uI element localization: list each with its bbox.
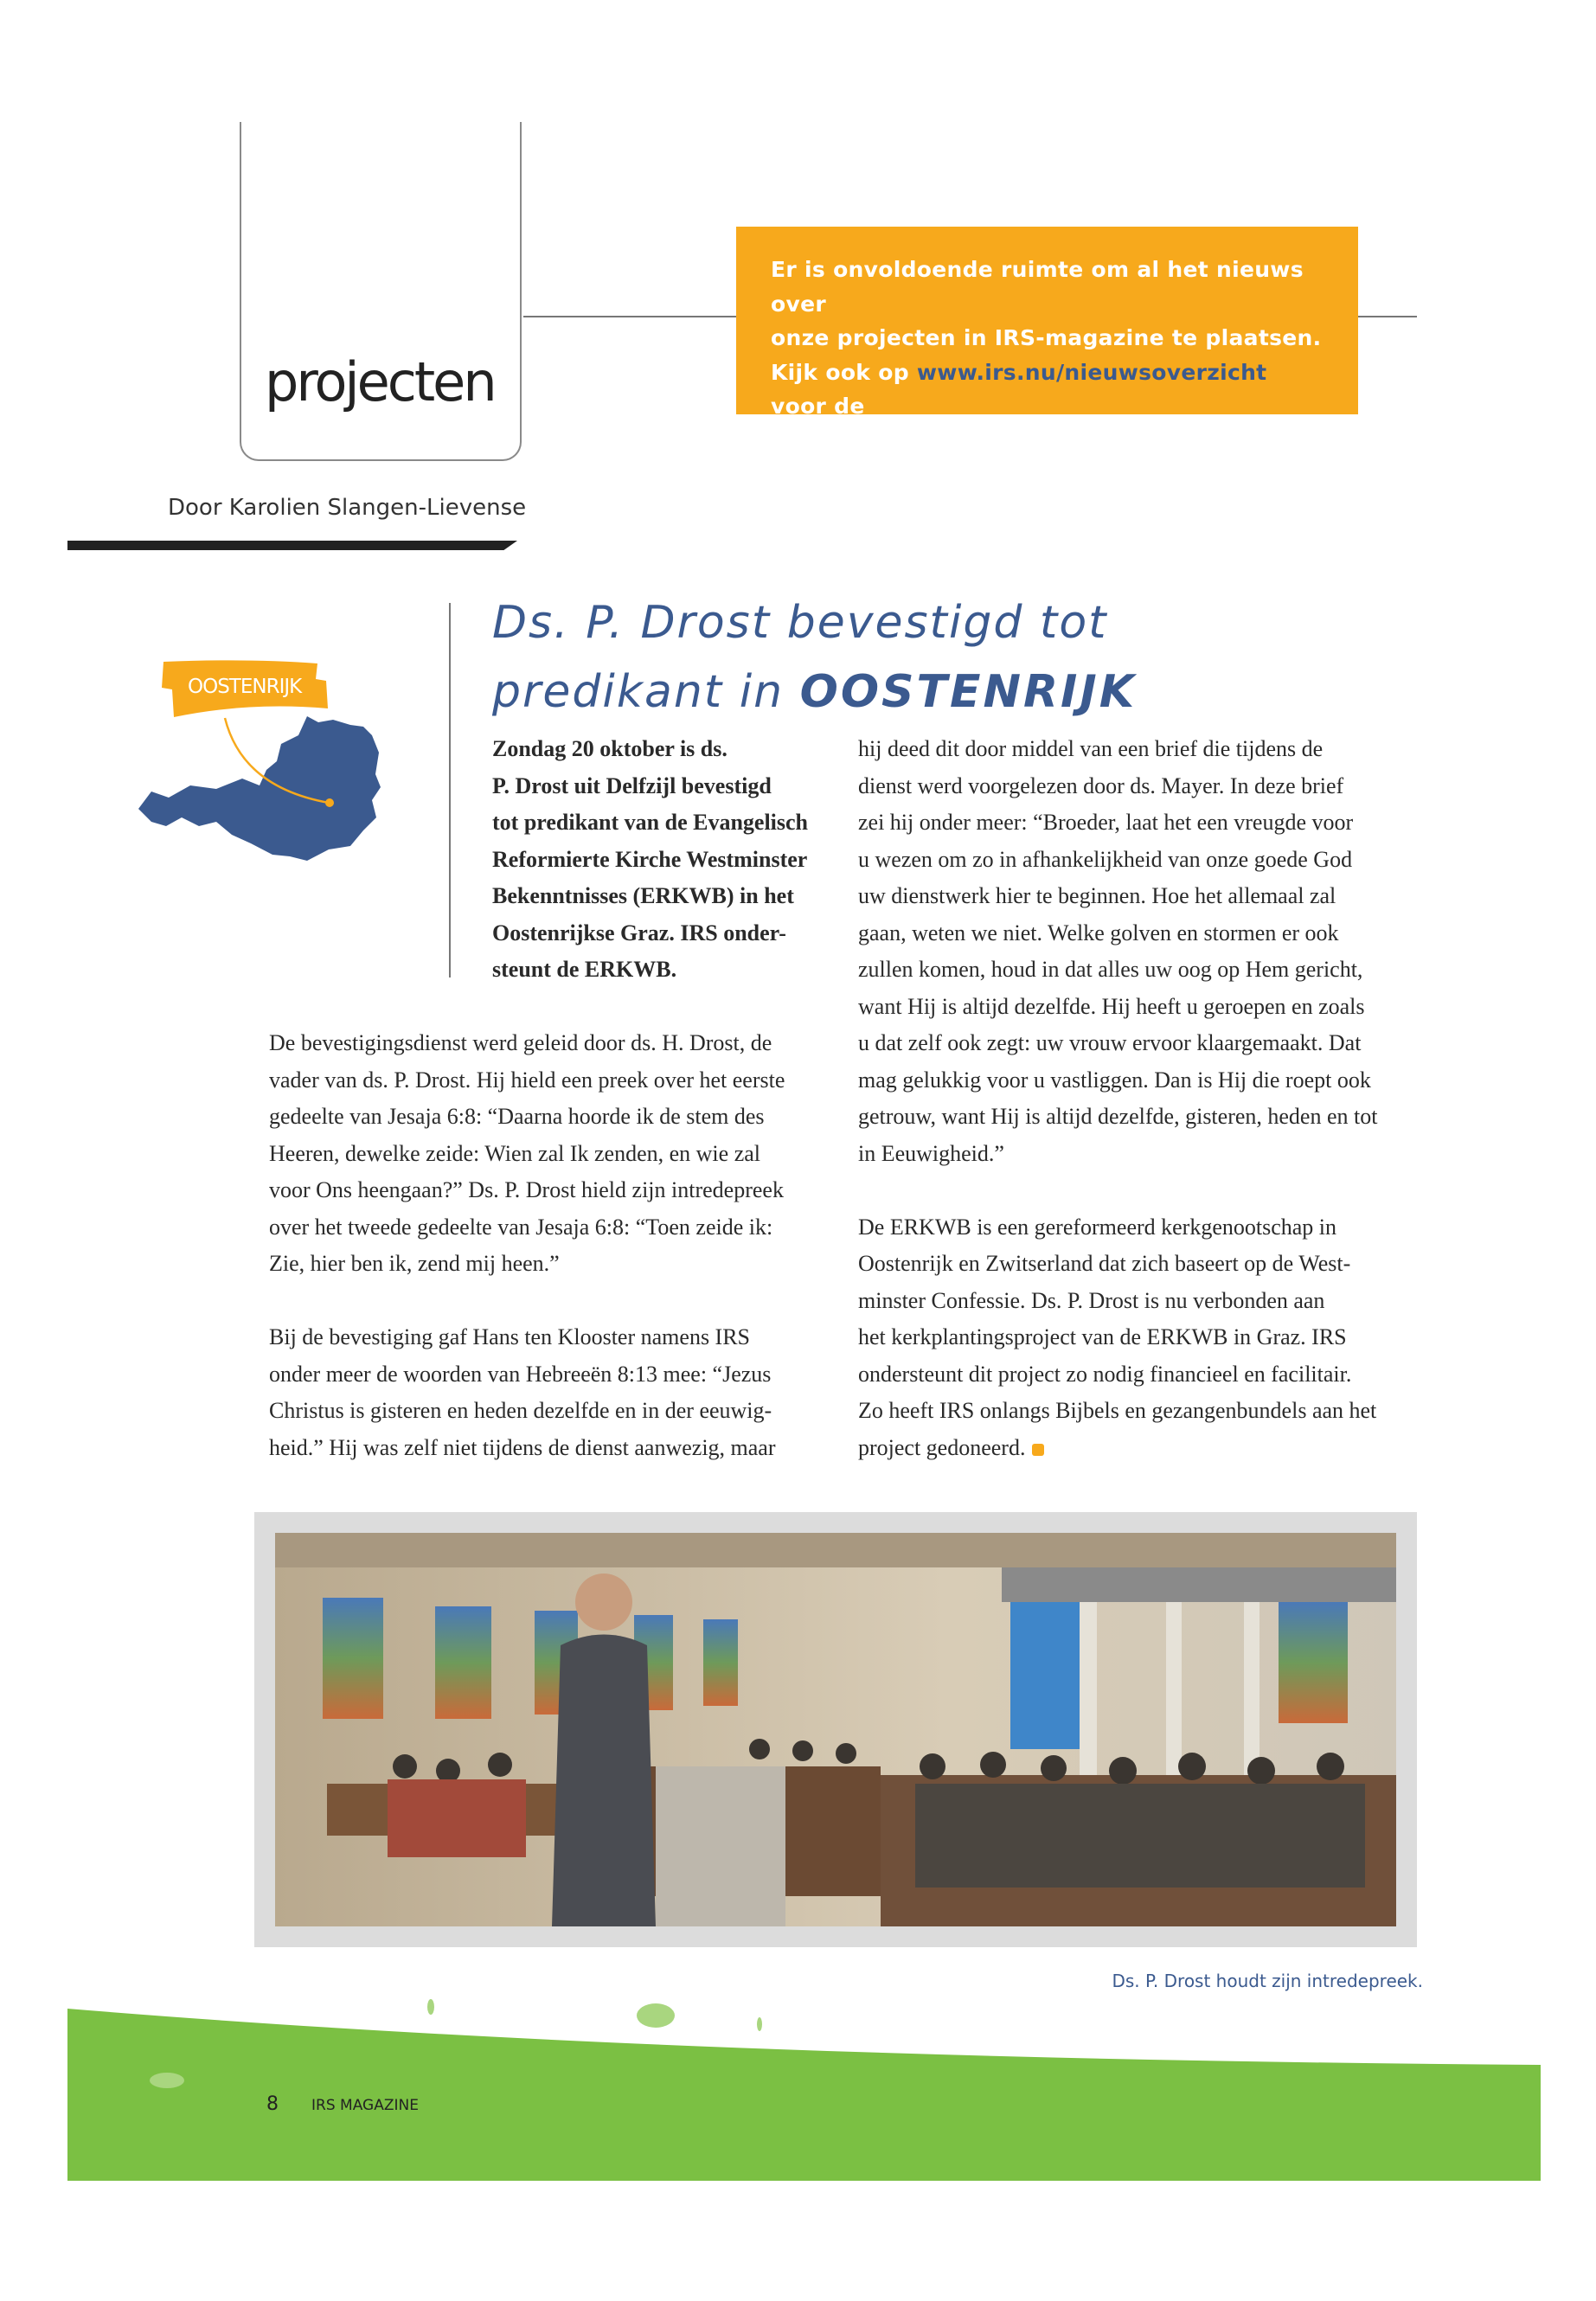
pulpit <box>656 1766 785 1926</box>
lead-line: Zondag 20 oktober is ds. <box>492 736 727 761</box>
body-line: u wezen om zo in afhankelijkheid van onze goede God <box>858 846 1353 872</box>
lead-line: Oostenrijkse Graz. IRS onder- <box>492 920 786 945</box>
body-line: dienst werd voorgelezen door ds. Mayer. In deze brief <box>858 772 1344 798</box>
lead-line: steunt de ERKWB. <box>492 957 677 982</box>
church-scene <box>275 1533 1396 1926</box>
body-line: De bevestigingsdienst werd geleid door ds. H. Drost, de <box>269 1030 772 1055</box>
body-line: want Hij is altijd dezelfde. Hij heeft u geroepen en zoals <box>858 993 1365 1019</box>
austria-shape <box>138 716 381 861</box>
lead-line: tot predikant van de Evangelisch <box>492 810 809 835</box>
title-text: predikant in <box>492 666 800 718</box>
byline: Door Karolien Slangen-Lievense <box>168 495 527 521</box>
body-line: vader van ds. P. Drost. Hij hield een preek over het eerste <box>269 1067 785 1093</box>
notice-line: onze projecten in IRS-magazine te plaatsen. <box>771 325 1322 350</box>
notice-line: actualiteiten met betrekking tot onze stichting. <box>771 427 1240 487</box>
body-line: voor Ons heengaan?” Ds. P. Drost hield zijn intredepreek <box>269 1177 784 1202</box>
end-mark-icon <box>1032 1444 1044 1456</box>
lead-line: Bekenntnisses (ERKWB) in het <box>492 883 794 908</box>
article-lead <box>492 731 808 989</box>
body-line: in Eeuwigheid.” <box>858 1140 1004 1166</box>
map-pin-icon <box>325 798 334 807</box>
church-photo <box>275 1533 1396 1926</box>
body-line: uw dienstwerk hier te beginnen. Hoe het allemaal zal <box>858 883 1336 908</box>
body-line: heid.” Hij was zelf niet tijdens de dienst aanwezig, maar <box>269 1434 776 1460</box>
title-country: OOSTENRIJK <box>799 666 1138 718</box>
footer-band <box>67 1998 1541 2181</box>
body-line: Zie, hier ben ik, zend mij heen.” <box>269 1251 560 1276</box>
body-line: u dat zelf ook zegt: uw vrouw ervoor klaargemaakt. Dat <box>858 1030 1362 1055</box>
lead-line: Reformierte Kirche Westminster <box>492 846 808 872</box>
byline-bar <box>67 541 517 550</box>
vertical-divider <box>449 603 451 977</box>
body-line: mag gelukkig voor u vastliggen. Dan is Hij die roept ook <box>858 1067 1371 1093</box>
body-line: minster Confessie. Ds. P. Drost is nu verbonden aan <box>858 1287 1325 1313</box>
body-line: Christus is gisteren en heden dezelfde en in der eeuwig- <box>269 1398 772 1423</box>
notice-line: Er is onvoldoende ruimte om al het nieuws over <box>771 257 1304 317</box>
article-title-line1: Ds. P. Drost bevestigd tot <box>492 597 1108 649</box>
body-line: Zo heeft IRS onlangs Bijbels en gezangenbundels aan het <box>858 1398 1377 1423</box>
article-title-line2 <box>492 666 1137 718</box>
lead-line: P. Drost uit Delfzijl bevestigd <box>492 772 772 798</box>
body-line <box>858 1430 1377 1467</box>
body-line: Bij de bevestiging gaf Hans ten Klooster namens IRS <box>269 1324 751 1349</box>
map-label-banner <box>162 658 330 721</box>
body-line: ondersteunt dit project zo nodig financieel en facilitair. <box>858 1361 1352 1387</box>
paragraph-gap <box>858 1172 1377 1209</box>
news-link[interactable]: www.irs.nu/nieuwsoverzicht <box>916 359 1267 385</box>
body-line: gedeelte van Jesaja 6:8: “Daarna hoorde ik de stem des <box>269 1104 765 1129</box>
magazine-name: IRS MAGAZINE <box>311 2097 419 2114</box>
body-text: project gedoneerd. <box>858 1434 1026 1460</box>
body-line: zei hij onder meer: “Broeder, laat het een vreugde voor <box>858 810 1354 835</box>
paragraph-gap <box>269 1283 785 1320</box>
body-line: Oostenrijk en Zwitserland dat zich baseert op de West- <box>858 1251 1351 1276</box>
page-number: 8 <box>266 2093 279 2115</box>
notice-text: voor de <box>771 394 865 419</box>
body-line: getrouw, want Hij is altijd dezelfde, gisteren, heden en tot <box>858 1104 1378 1129</box>
notice-text: Kijk ook op <box>771 359 917 385</box>
body-line: De ERKWB is een gereformeerd kerkgenootschap in <box>858 1214 1337 1240</box>
body-line: hij deed dit door middel van een brief die tijdens de <box>858 736 1324 761</box>
body-line: het kerkplantingsproject van de ERKWB in Graz. IRS <box>858 1324 1347 1349</box>
section-title: projecten <box>265 350 495 413</box>
body-column-left <box>269 1025 785 1466</box>
body-column-right <box>858 731 1377 1466</box>
body-line: Heeren, dewelke zeide: Wien zal Ik zenden, en wie zal <box>269 1140 761 1166</box>
body-line: onder meer de woorden van Hebreeën 8:13 mee: “Jezus <box>269 1361 772 1387</box>
photo-caption: Ds. P. Drost houdt zijn intredepreek. <box>1112 1971 1423 1991</box>
body-line: over het tweede gedeelte van Jesaja 6:8: “Toen zeide ik: <box>269 1214 773 1240</box>
notice-box <box>736 227 1358 487</box>
map-label: OOSTENRIJK <box>188 676 302 698</box>
notice-line <box>771 356 1324 424</box>
body-line: zullen komen, houd in dat alles uw oog op Hem gericht, <box>858 957 1363 982</box>
body-line: gaan, weten we niet. Welke golven en stormen er ook <box>858 920 1339 945</box>
